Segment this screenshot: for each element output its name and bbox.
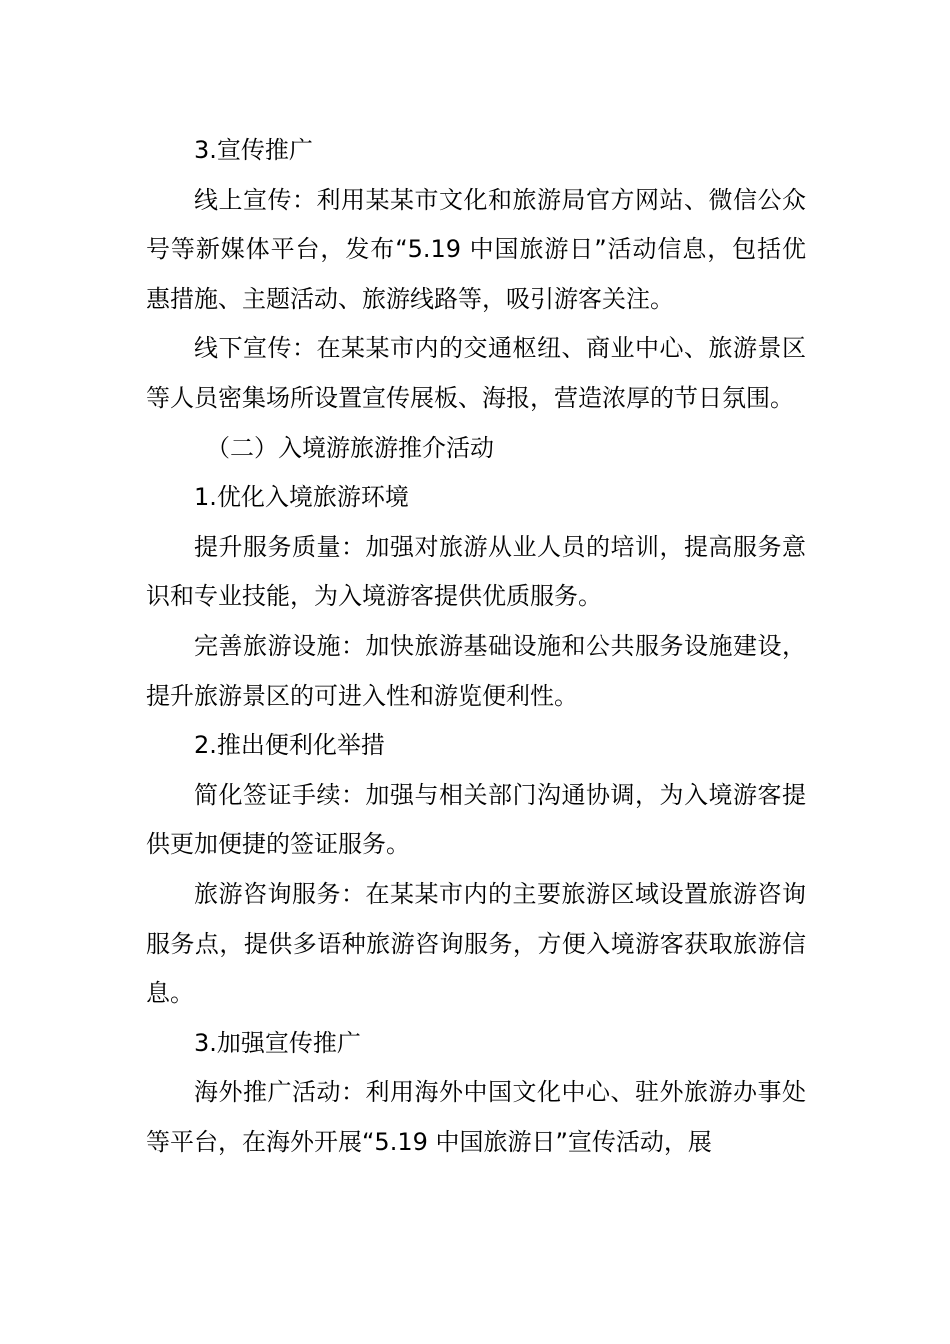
section-heading: 2.推出便利化举措 bbox=[194, 731, 385, 760]
body-paragraph: 海外推广活动：利用海外中国文化中心、驻外旅游办事处等平台，在海外开展“5.19 中国旅游日”宣传活动，展 bbox=[146, 1078, 806, 1156]
body-paragraph: 旅游咨询服务：在某某市内的主要旅游区域设置旅游咨询服务点，提供多语种旅游咨询服务，方便入境游客获取旅游信息。 bbox=[146, 879, 806, 1008]
section-heading: 3.宣传推广 bbox=[194, 136, 313, 164]
body-paragraph: 完善旅游设施：加快旅游基础设施和公共服务设施建设，提升旅游景区的可进入性和游览便利性。 bbox=[146, 631, 806, 710]
body-paragraph: 线上宣传：利用某某市文化和旅游局官方网站、微信公众号等新媒体平台，发布“5.19 中国旅游日”活动信息，包括优惠措施、主题活动、旅游线路等，吸引游客关注。 bbox=[146, 185, 806, 313]
section-heading: 3.加强宣传推广 bbox=[194, 1028, 361, 1057]
body-paragraph: 简化签证手续：加强与相关部门沟通协调，为入境游客提供更加便捷的签证服务。 bbox=[146, 780, 806, 859]
body-paragraph: 线下宣传：在某某市内的交通枢纽、商业中心、旅游景区等人员密集场所设置宣传展板、海报，营造浓厚的节日氛围。 bbox=[146, 334, 806, 412]
section-heading: 1.优化入境旅游环境 bbox=[194, 483, 409, 512]
body-paragraph: 提升服务质量：加强对旅游从业人员的培训，提高服务意识和专业技能，为入境游客提供优质服务。 bbox=[146, 532, 806, 611]
subsection-heading: （二）入境游旅游推介活动 bbox=[206, 433, 494, 462]
document-page bbox=[146, 126, 806, 1167]
